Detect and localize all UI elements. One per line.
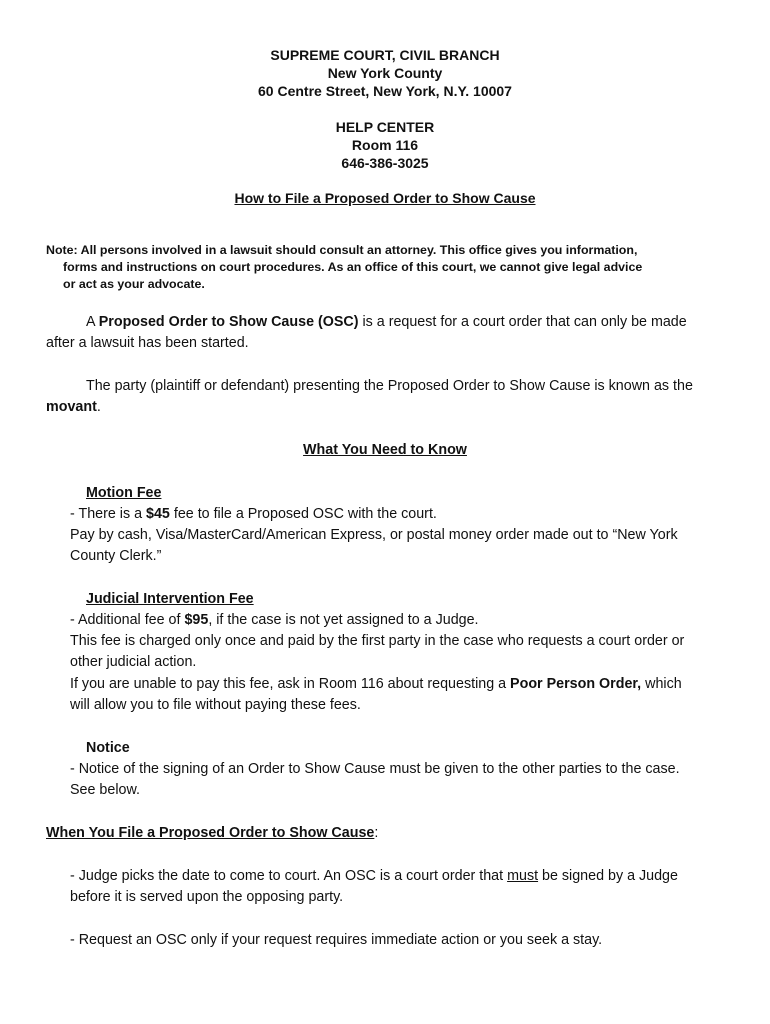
note-block [46,242,736,293]
help-center-label: HELP CENTER [335,119,435,135]
motion-fee-line3: County Clerk.” [70,548,162,564]
court-address: 60 Centre Street, New York, N.Y. 10007 [258,83,512,99]
text-run: , if the case is not yet assigned to a Judge. [208,612,479,628]
court-header [0,46,770,100]
text-run: is a request for a court order that can only be made [358,314,687,330]
poor-person-order-term: Poor Person Order, [510,676,642,692]
text-run: . [96,399,101,415]
help-center-phone: 646-386-3025 [341,155,429,171]
county-name: New York County [327,65,443,81]
motion-fee-line1 [70,504,437,525]
section-heading-when-you-file-wrap [46,823,378,844]
notice-line2: See below. [70,782,140,798]
jif-line5: will allow you to file without paying these fees. [70,697,361,713]
jif-heading: Judicial Intervention Fee [86,591,254,607]
osc-term: Proposed Order to Show Cause (OSC) [98,314,359,330]
note-line-3: or act as your advocate. [63,277,205,291]
jif-line1 [70,610,479,631]
note-line-1: Note: All persons involved in a lawsuit should consult an attorney. This office gives you information, [46,243,638,257]
court-name: SUPREME COURT, CIVIL BRANCH [270,47,500,63]
text-run: be signed by a Judge [538,868,678,884]
file-bullet1-line1 [70,866,678,887]
text-run: - Additional fee of [70,612,185,628]
text-run: - There is a [70,506,147,522]
motion-fee-line2: Pay by cash, Visa/MasterCard/American Express, or postal money order made out to “New York [70,527,678,543]
file-bullet2: - Request an OSC only if your request requires immediate action or you seek a stay. [70,932,603,948]
intro-p2-line2 [46,397,101,418]
text-run: If you are unable to pay this fee, ask in Room 116 about requesting a [70,676,511,692]
motion-fee-heading: Motion Fee [86,485,162,501]
intro-p1-line2: after a lawsuit has been started. [46,335,249,351]
text-run: - Judge picks the date to come to court. An OSC is a court order that [70,868,508,884]
movant-term: movant [46,399,97,415]
jif-line3: other judicial action. [70,654,197,670]
text-run: which [641,676,682,692]
text-run: : [374,825,379,841]
help-center-block [0,118,770,172]
intro-p1-line1 [86,312,687,333]
jif-line4 [70,674,682,695]
section-heading-wrap [0,440,770,461]
notice-line1: - Notice of the signing of an Order to Show Cause must be given to the other parties to the case. [70,761,680,777]
section-heading-when-you-file: When You File a Proposed Order to Show Cause [46,825,375,841]
document-title-wrap [0,189,770,207]
section-heading-what-you-need: What You Need to Know [303,442,467,458]
text-run: fee to file a Proposed OSC with the court. [169,506,437,522]
must-term: must [507,868,539,884]
motion-fee-amount: $45 [146,506,170,522]
jif-line2: This fee is charged only once and paid by the first party in the case who requests a court order or [70,633,685,649]
intro-p2-line1: The party (plaintiff or defendant) presenting the Proposed Order to Show Cause is known as the [86,378,693,394]
help-center-room: Room 116 [351,137,419,153]
notice-heading: Notice [86,740,130,756]
note-line-2: forms and instructions on court procedures. As an office of this court, we cannot give legal advice [63,260,643,274]
file-bullet1-line2: before it is served upon the opposing party. [70,889,344,905]
document-title: How to File a Proposed Order to Show Cause [234,190,536,206]
jif-amount: $95 [184,612,209,628]
text-run: A [86,314,99,330]
